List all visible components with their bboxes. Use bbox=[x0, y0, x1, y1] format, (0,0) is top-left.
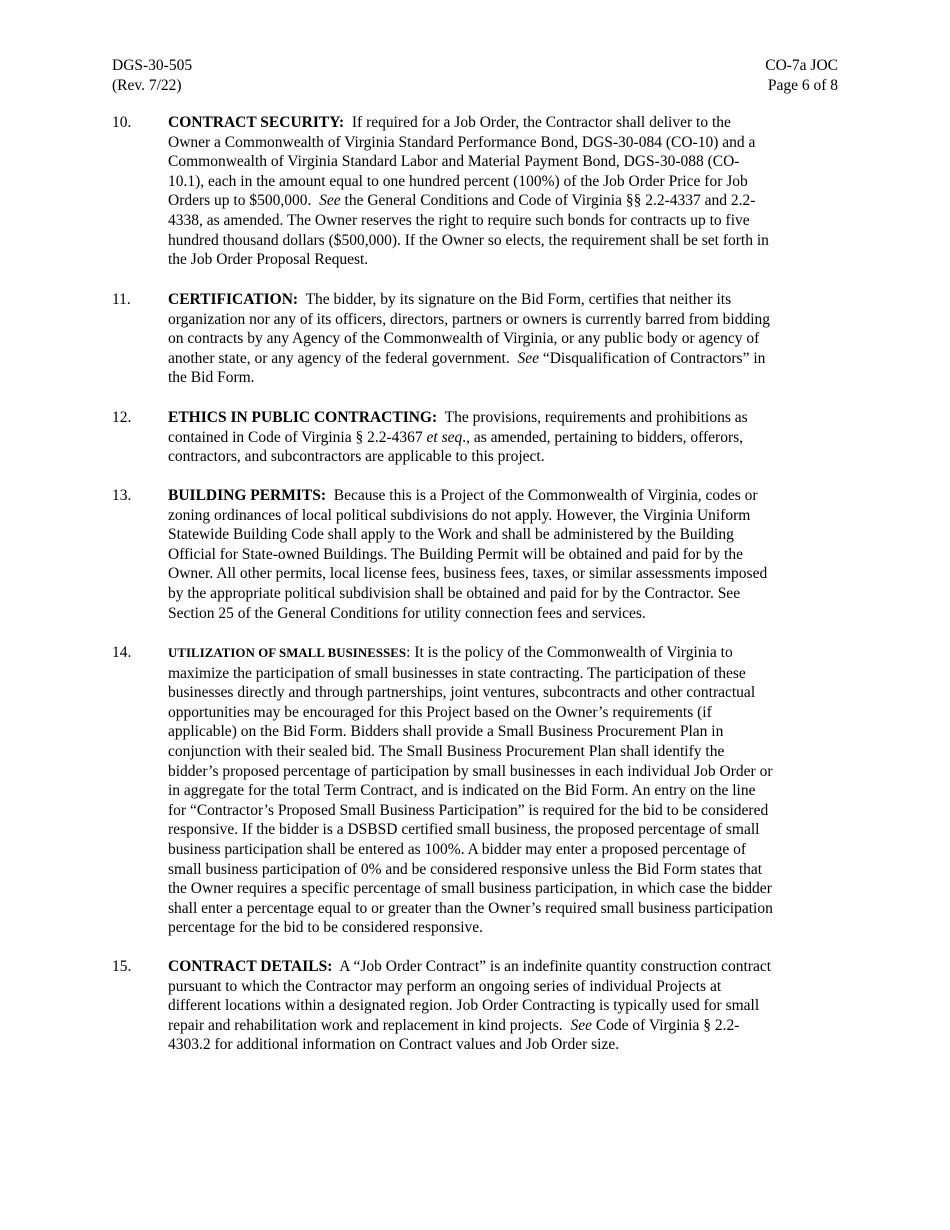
section-11 bbox=[112, 290, 838, 388]
section-10 bbox=[112, 113, 838, 270]
section-number: 14. bbox=[112, 644, 132, 661]
header-left bbox=[112, 56, 192, 96]
document-code: CO-7a JOC bbox=[765, 57, 838, 74]
header-right bbox=[765, 56, 838, 96]
section-body: CERTIFICATION: The bidder, by its signature on the Bid Form, certifies that neither its organization nor any of its officers, directors, partners or owners is currently barred from bidding on contracts by any Agency of the Commonwealth of Virginia, or any public body or agency of another state, or any agency of the federal government. See “Disqualification of Contractors” in the Bid Form. bbox=[168, 291, 771, 387]
section-15 bbox=[112, 957, 838, 1055]
section-heading: CERTIFICATION: bbox=[168, 291, 299, 308]
form-number: DGS-30-505 bbox=[112, 57, 193, 74]
section-heading: CONTRACT DETAILS: bbox=[168, 958, 333, 975]
section-body: BUILDING PERMITS: Because this is a Project of the Commonwealth of Virginia, codes or zoning ordinances of local political subdivisions do not apply. However, the Virginia Uniform Statewide Building Code shall apply to the Work and shall be administered by the Building Official for State-owned Buildings. The Building Permit will be obtained and paid for by the Owner. All other permits, local license fees, business fees, taxes, or similar assessments imposed by the appropriate political subdivision shall be obtained and paid for by the Contractor. See Section 25 of the General Conditions for utility connection fees and services. bbox=[168, 487, 768, 622]
section-13 bbox=[112, 486, 838, 623]
section-number: 11. bbox=[112, 291, 131, 308]
section-heading: BUILDING PERMITS: bbox=[168, 487, 327, 504]
section-body: ETHICS IN PUBLIC CONTRACTING: The provisions, requirements and prohibitions as contained in Code of Virginia § 2.2-4367 et seq., as amended, pertaining to bidders, offerors, contractors, and subcontractors are applicable to this project. bbox=[168, 409, 748, 466]
section-body: UTILIZATION OF SMALL BUSINESSES: It is the policy of the Commonwealth of Virginia to maximize the participation of small businesses in state contracting. The participation of these businesses directly and through partnerships, joint ventures, subcontracts and other contractual opportunities may be encouraged for this Project based on the Owner’s requirements (if applicable) on the Bid Form. Bidders shall provide a Small Business Procurement Plan in conjunction with their sealed bid. The Small Business Procurement Plan shall identify the bidder’s proposed percentage of participation by small businesses in each individual Job Order or in aggregate for the total Term Contract, and is indicated on the Bid Form. An entry on the line for “Contractor’s Proposed Small Business Participation” is required for the bid to be considered responsive. If the bidder is a DSBSD certified small business, the proposed percentage of small business participation shall be entered as 100%. A bidder may enter a proposed percentage of small business participation of 0% and be considered responsive unless the Bid Form states that the Owner requires a specific percentage of small business participation, in which case the bidder shall enter a percentage equal to or greater than the Owner’s required small business participation percentage for the bid to be considered responsive. bbox=[168, 644, 773, 937]
section-12 bbox=[112, 408, 838, 467]
section-heading: ETHICS IN PUBLIC CONTRACTING: bbox=[168, 409, 438, 426]
section-number: 12. bbox=[112, 409, 132, 426]
revision-date: (Rev. 7/22) bbox=[112, 77, 182, 94]
section-heading: CONTRACT SECURITY: bbox=[168, 114, 345, 131]
section-number: 15. bbox=[112, 958, 132, 975]
section-number: 13. bbox=[112, 487, 132, 504]
section-body: CONTRACT DETAILS: A “Job Order Contract” is an indefinite quantity construction contract pursuant to which the Contractor may perform an ongoing series of individual Projects at different locations within a designated region. Job Order Contracting is typically used for small repair and rehabilitation work and replacement in kind projects. See Code of Virginia § 2.2- 4303.2 for additional information on Contract values and Job Order size. bbox=[168, 958, 772, 1054]
section-body: CONTRACT SECURITY: If required for a Job Order, the Contractor shall deliver to the Owner a Commonwealth of Virginia Standard Performance Bond, DGS-30-084 (CO-10) and a Commonwealth of Virginia Standard Labor and Material Payment Bond, DGS-30-088 (CO- 10.1), each in the amount equal to one hundred percent (100%) of the Job Order Price for Job Orders up to $500,000. See the General Conditions and Code of Virginia §§ 2.2-4337 and 2.2- 4338, as amended. The Owner reserves the right to require such bonds for contracts up to five hundred thousand dollars ($500,000). If the Owner so elects, the requirement shall be set forth in the Job Order Proposal Request. bbox=[168, 114, 769, 269]
section-heading: UTILIZATION OF SMALL BUSINESSES bbox=[168, 646, 407, 660]
section-number: 10. bbox=[112, 114, 132, 131]
page-number: Page 6 of 8 bbox=[767, 77, 838, 94]
section-14 bbox=[112, 643, 838, 938]
